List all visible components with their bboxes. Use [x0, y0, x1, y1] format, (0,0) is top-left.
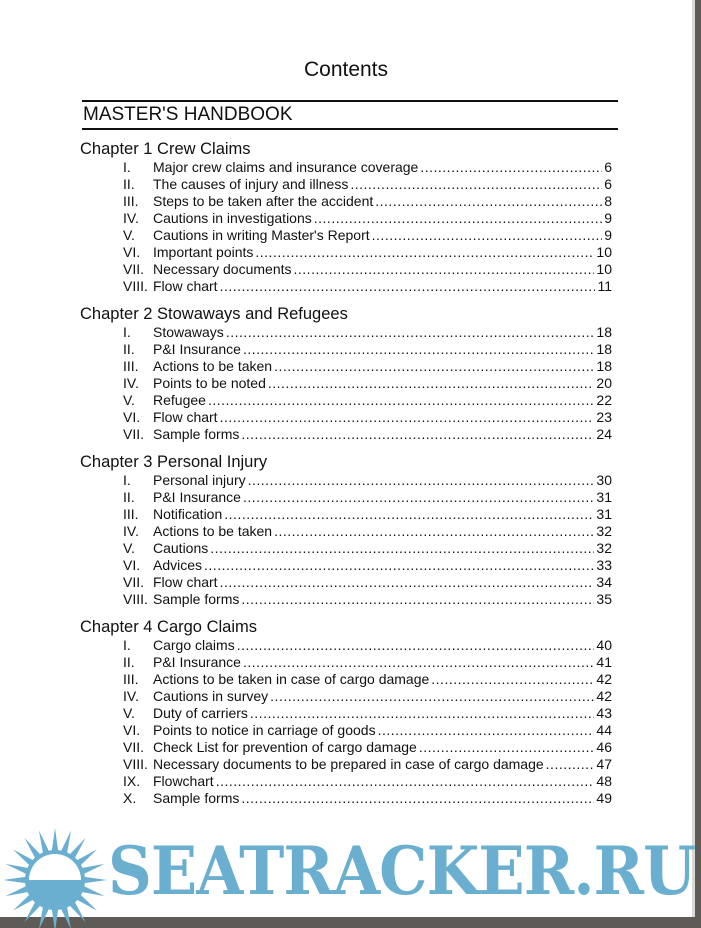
toc-leader-dots	[204, 557, 594, 574]
toc-entry-label: Actions to be taken	[153, 523, 273, 539]
toc-entry-page: 41	[596, 654, 612, 670]
chapter-section	[80, 453, 612, 608]
toc-entry-label: Flow chart	[153, 409, 218, 425]
toc-entry-number: II.	[123, 341, 135, 357]
chapter-title: Chapter 1 Crew Claims	[80, 140, 251, 158]
toc-entry-number: VI.	[123, 557, 141, 573]
toc-entry-number: I.	[123, 472, 131, 488]
toc-entry-label: Advices	[153, 557, 203, 573]
toc-entry[interactable]	[80, 654, 612, 671]
toc-entry-page: 35	[596, 591, 612, 607]
toc-entry-page: 6	[604, 159, 612, 175]
toc-leader-dots	[268, 375, 595, 392]
toc-entry-page: 20	[596, 375, 612, 391]
toc-entry-number: III.	[123, 671, 139, 687]
toc-entry-page: 43	[596, 705, 612, 721]
toc-leader-dots	[216, 773, 595, 790]
toc-leader-dots	[208, 392, 594, 409]
toc-entry-page: 32	[596, 523, 612, 539]
toc-entry[interactable]	[80, 261, 612, 278]
toc-entry-page: 9	[604, 210, 612, 226]
handbook-title: MASTER'S HANDBOOK	[83, 104, 293, 125]
toc-entry[interactable]	[80, 722, 612, 739]
toc-entry-number: IV.	[123, 523, 139, 539]
chapter-title: Chapter 3 Personal Injury	[80, 453, 268, 471]
toc-entry[interactable]	[80, 756, 612, 773]
toc-entry-number: II.	[123, 489, 135, 505]
toc-leader-dots	[294, 261, 595, 278]
toc-leader-dots	[224, 506, 594, 523]
toc-entry-label: Stowaways	[153, 324, 224, 340]
toc-entry-page: 11	[597, 278, 612, 294]
toc-leader-dots	[314, 210, 602, 227]
toc-entry-label: Flowchart	[153, 773, 214, 789]
toc-entry-page: 40	[596, 637, 612, 653]
toc-entry[interactable]	[80, 227, 612, 244]
toc-leader-dots	[375, 193, 602, 210]
toc-entry[interactable]	[80, 159, 612, 176]
toc-entry[interactable]	[80, 557, 612, 574]
toc-entry-number: V.	[123, 227, 135, 243]
toc-leader-dots	[220, 278, 596, 295]
toc-entry[interactable]	[80, 193, 612, 210]
toc-entry[interactable]	[80, 472, 612, 489]
toc-entry-label: The causes of injury and illness	[153, 176, 349, 192]
toc-entry[interactable]	[80, 278, 612, 295]
toc-entry[interactable]	[80, 375, 612, 392]
toc-entry-number: VIII.	[123, 591, 148, 607]
toc-entry-page: 18	[596, 358, 612, 374]
toc-entry-number: V.	[123, 392, 135, 408]
toc-entry[interactable]	[80, 739, 612, 756]
chapter-section	[80, 305, 612, 443]
toc-leader-dots	[378, 722, 595, 739]
toc-entry-page: 32	[596, 540, 612, 556]
toc-entry[interactable]	[80, 324, 612, 341]
toc-entry-label: Necessary documents to be prepared in case of cargo damage	[153, 756, 544, 772]
toc-entry-number: I.	[123, 159, 131, 175]
toc-entry-number: III.	[123, 506, 139, 522]
toc-leader-dots	[350, 176, 602, 193]
toc-leader-dots	[546, 756, 595, 773]
toc-entry-number: IV.	[123, 210, 139, 226]
toc-entry-number: VII.	[123, 426, 145, 442]
toc-entry-label: Sample forms	[153, 426, 240, 442]
toc-entry-page: 8	[604, 193, 612, 209]
toc-leader-dots	[372, 227, 603, 244]
chapter-title: Chapter 2 Stowaways and Refugees	[80, 305, 348, 323]
toc-entry-number: IX.	[123, 773, 141, 789]
toc-entry-page: 34	[596, 574, 612, 590]
toc-entry-label: Refugee	[153, 392, 206, 408]
toc-entry[interactable]	[80, 426, 612, 443]
toc-leader-dots	[250, 705, 595, 722]
toc-entry-number: VII.	[123, 574, 145, 590]
page-title: Contents	[303, 58, 389, 81]
toc-leader-dots	[241, 426, 594, 443]
toc-entry-label: Flow chart	[153, 278, 218, 294]
toc-entry-page: 18	[596, 341, 612, 357]
toc-entry[interactable]	[80, 790, 612, 807]
toc-entry-page: 10	[596, 244, 612, 260]
toc-leader-dots	[241, 591, 594, 608]
chapter-section	[80, 618, 612, 807]
toc-entry-label: Cautions in investigations	[153, 210, 312, 226]
toc-entry[interactable]	[80, 392, 612, 409]
toc-entry[interactable]	[80, 705, 612, 722]
toc-entry-number: I.	[123, 324, 131, 340]
toc-entry-label: Necessary documents	[153, 261, 292, 277]
toc-entry-page: 31	[596, 489, 612, 505]
toc-entry-number: V.	[123, 705, 135, 721]
toc-entry-page: 46	[596, 739, 612, 755]
toc-entry-number: III.	[123, 193, 139, 209]
toc-entry-label: Check List for prevention of cargo damage	[153, 739, 417, 755]
toc-leader-dots	[241, 790, 594, 807]
toc-leader-dots	[243, 341, 594, 358]
toc-entry-number: VII.	[123, 739, 145, 755]
toc-leader-dots	[248, 472, 595, 489]
watermark-text: SEATRACKER.RU	[108, 832, 696, 910]
toc-leader-dots	[226, 324, 595, 341]
toc-entry-page: 18	[596, 324, 612, 340]
toc-entry-label: Major crew claims and insurance coverage	[153, 159, 419, 175]
toc-entry-page: 49	[596, 790, 612, 806]
chapter-title: Chapter 4 Cargo Claims	[80, 618, 257, 636]
toc-entry-label: Cargo claims	[153, 637, 235, 653]
toc-leader-dots	[210, 540, 594, 557]
toc-leader-dots	[419, 739, 595, 756]
toc-entry-label: Important points	[153, 244, 254, 260]
toc-entry-number: III.	[123, 358, 139, 374]
bottom-rule	[82, 128, 618, 130]
toc-entry-page: 47	[596, 756, 612, 772]
toc-entry-page: 10	[596, 261, 612, 277]
toc-entry-number: VI.	[123, 244, 141, 260]
toc-leader-dots	[237, 637, 595, 654]
toc-entry-label: P&I Insurance	[153, 654, 241, 670]
toc-entry-page: 33	[596, 557, 612, 573]
toc-leader-dots	[243, 489, 594, 506]
toc-entry-label: Flow chart	[153, 574, 218, 590]
toc-leader-dots	[220, 409, 595, 426]
toc-leader-dots	[243, 654, 594, 671]
toc-entry[interactable]	[80, 358, 612, 375]
toc-entry[interactable]	[80, 506, 612, 523]
toc-entry-number: VI.	[123, 409, 141, 425]
toc-entry-number: VIII.	[123, 278, 148, 294]
toc-entry-page: 24	[596, 426, 612, 442]
top-rule	[82, 100, 618, 102]
toc-leader-dots	[270, 688, 594, 705]
toc-leader-dots	[431, 671, 594, 688]
table-of-contents	[80, 140, 612, 817]
toc-entry-label: Cautions	[153, 540, 209, 556]
toc-entry-number: VIII.	[123, 756, 148, 772]
toc-entry-page: 23	[596, 409, 612, 425]
toc-entry-page: 42	[596, 688, 612, 704]
toc-entry-label: Cautions in writing Master's Report	[153, 227, 370, 243]
toc-entry[interactable]	[80, 341, 612, 358]
toc-entry-page: 31	[596, 506, 612, 522]
toc-entry-page: 9	[604, 227, 612, 243]
toc-entry-page: 6	[604, 176, 612, 192]
toc-entry-label: Cautions in survey	[153, 688, 269, 704]
toc-entry[interactable]	[80, 523, 612, 540]
toc-leader-dots	[274, 523, 594, 540]
toc-entry-label: Actions to be taken	[153, 358, 273, 374]
toc-entry-page: 30	[596, 472, 612, 488]
toc-leader-dots	[220, 574, 595, 591]
toc-leader-dots	[255, 244, 594, 261]
toc-entry-number: VII.	[123, 261, 145, 277]
toc-entry-number: VI.	[123, 722, 141, 738]
toc-entry[interactable]	[80, 540, 612, 557]
toc-leader-dots	[274, 358, 594, 375]
toc-entry-label: P&I Insurance	[153, 341, 241, 357]
toc-entry-number: II.	[123, 176, 135, 192]
toc-entry-number: IV.	[123, 688, 139, 704]
toc-entry-label: Duty of carriers	[153, 705, 248, 721]
toc-entry-number: V.	[123, 540, 135, 556]
toc-entry-number: I.	[123, 637, 131, 653]
toc-entry-label: P&I Insurance	[153, 489, 241, 505]
toc-entry-label: Points to be noted	[153, 375, 266, 391]
toc-entry[interactable]	[80, 210, 612, 227]
toc-entry[interactable]	[80, 591, 612, 608]
toc-entry[interactable]	[80, 637, 612, 654]
toc-leader-dots	[420, 159, 602, 176]
toc-entry-page: 22	[596, 392, 612, 408]
chapter-section	[80, 140, 612, 295]
toc-entry[interactable]	[80, 688, 612, 705]
toc-entry[interactable]	[80, 671, 612, 688]
toc-entry-number: II.	[123, 654, 135, 670]
toc-entry-page: 44	[596, 722, 612, 738]
toc-entry-page: 48	[596, 773, 612, 789]
toc-entry-label: Steps to be taken after the accident	[153, 193, 374, 209]
toc-entry-number: X.	[123, 790, 137, 806]
toc-entry-label: Notification	[153, 506, 223, 522]
toc-entry-page: 42	[596, 671, 612, 687]
toc-entry[interactable]	[80, 773, 612, 790]
toc-entry-label: Personal injury	[153, 472, 246, 488]
toc-entry-number: IV.	[123, 375, 139, 391]
toc-entry[interactable]	[80, 574, 612, 591]
toc-entry[interactable]	[80, 409, 612, 426]
toc-entry-label: Sample forms	[153, 790, 240, 806]
toc-entry-label: Actions to be taken in case of cargo damage	[153, 671, 430, 687]
toc-entry-label: Sample forms	[153, 591, 240, 607]
toc-entry-label: Points to notice in carriage of goods	[153, 722, 376, 738]
toc-entry[interactable]	[80, 176, 612, 193]
toc-entry[interactable]	[80, 489, 612, 506]
toc-entry[interactable]	[80, 244, 612, 261]
